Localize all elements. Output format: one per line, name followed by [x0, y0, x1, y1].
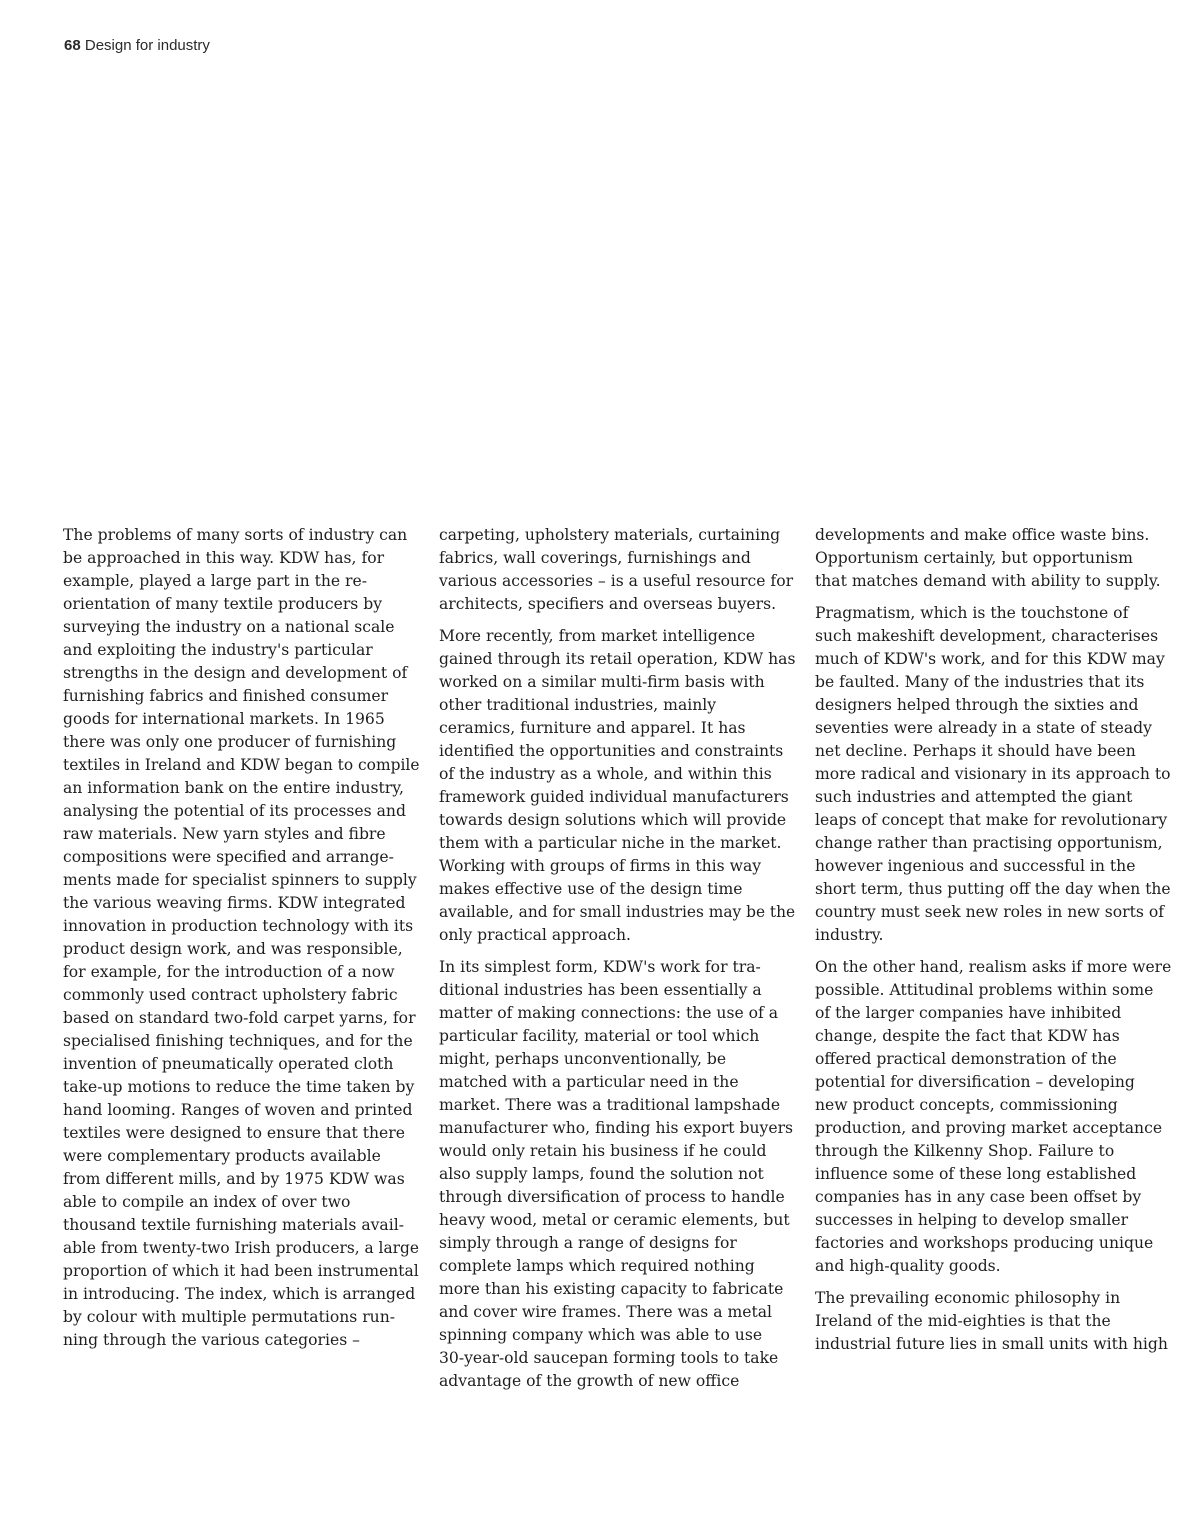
text-line: change, despite the fact that KDW has	[815, 1027, 1120, 1045]
text-line: analysing the potential of its processes and	[63, 802, 406, 820]
text-line: potential for diversification – developing	[815, 1073, 1135, 1091]
text-line: simply through a range of designs for	[439, 1234, 737, 1252]
text-line: Pragmatism, which is the touchstone of	[815, 604, 1129, 622]
text-line: might, perhaps unconventionally, be	[439, 1050, 727, 1068]
text-line: factories and workshops producing unique	[815, 1234, 1154, 1252]
text-line: however ingenious and successful in the	[815, 857, 1136, 875]
paragraph	[815, 956, 1171, 1278]
text-line: Ireland of the mid-eighties is that the	[815, 1312, 1111, 1330]
text-line: that matches demand with ability to supply.	[815, 572, 1161, 590]
text-line: orientation of many textile producers by	[63, 595, 383, 613]
text-line: the various weaving firms. KDW integrated	[63, 894, 406, 912]
text-line: towards design solutions which will provide	[439, 811, 787, 829]
paragraph	[439, 956, 795, 1393]
text-line: raw materials. New yarn styles and fibre	[63, 825, 386, 843]
paragraph	[439, 625, 795, 947]
text-line: advantage of the growth of new office	[439, 1372, 740, 1390]
text-line: available, and for small industries may be the	[439, 903, 796, 921]
paragraph	[815, 602, 1171, 947]
text-line: through the Kilkenny Shop. Failure to	[815, 1142, 1115, 1160]
text-line: through diversification of process to handle	[439, 1188, 785, 1206]
text-line: The prevailing economic philosophy in	[815, 1289, 1121, 1307]
text-line: ceramics, furniture and apparel. It has	[439, 719, 746, 737]
text-line: and exploiting the industry's particular	[63, 641, 373, 659]
text-line: gained through its retail operation, KDW has	[439, 650, 796, 668]
text-line: influence some of these long established	[815, 1165, 1137, 1183]
text-line: by colour with multiple permutations run-	[63, 1308, 396, 1326]
text-line: such industries and attempted the giant	[815, 788, 1133, 806]
text-line: goods for international markets. In 1965	[63, 710, 385, 728]
text-line: of the industry as a whole, and within this	[439, 765, 772, 783]
text-line: an information bank on the entire industry,	[63, 779, 404, 797]
text-column-2	[439, 524, 795, 1402]
text-line: 30-year-old saucepan forming tools to take	[439, 1349, 779, 1367]
paragraph	[63, 524, 419, 1352]
text-line: carpeting, upholstery materials, curtaining	[439, 526, 781, 544]
running-head	[64, 37, 210, 54]
paragraph	[815, 524, 1171, 593]
text-line: net decline. Perhaps it should have been	[815, 742, 1136, 760]
text-line: seventies were already in a state of steady	[815, 719, 1152, 737]
text-line: leaps of concept that make for revolutionary	[815, 811, 1168, 829]
text-line: heavy wood, metal or ceramic elements, but	[439, 1211, 790, 1229]
text-line: specialised finishing techniques, and for the	[63, 1032, 413, 1050]
text-line: companies has in any case been offset by	[815, 1188, 1142, 1206]
text-line: fabrics, wall coverings, furnishings and	[439, 549, 751, 567]
text-line: more radical and visionary in its approach to	[815, 765, 1171, 783]
text-line: manufacturer who, finding his export buyers	[439, 1119, 794, 1137]
text-line: and cover wire frames. There was a metal	[439, 1303, 773, 1321]
text-line: architects, specifiers and overseas buyers.	[439, 595, 777, 613]
text-line: be faulted. Many of the industries that its	[815, 673, 1145, 691]
text-line: matched with a particular need in the	[439, 1073, 739, 1091]
text-line: such makeshift development, characterises	[815, 627, 1159, 645]
text-line: commonly used contract upholstery fabric	[63, 986, 398, 1004]
text-line: only practical approach.	[439, 926, 632, 944]
text-line: compositions were specified and arrange-	[63, 848, 394, 866]
text-line: change rather than practising opportunism,	[815, 834, 1163, 852]
text-line: furnishing fabrics and finished consumer	[63, 687, 389, 705]
text-line: various accessories – is a useful resource for	[439, 572, 794, 590]
text-line: strengths in the design and development of	[63, 664, 408, 682]
text-line: possible. Attitudinal problems within some	[815, 981, 1154, 999]
text-line: in introducing. The index, which is arranged	[63, 1285, 416, 1303]
text-line: successes in helping to develop smaller	[815, 1211, 1129, 1229]
text-line: take-up motions to reduce the time taken by	[63, 1078, 415, 1096]
text-column-3	[815, 524, 1171, 1365]
text-line: much of KDW's work, and for this KDW may	[815, 650, 1165, 668]
text-line: matter of making connections: the use of a	[439, 1004, 779, 1022]
text-line: designers helped through the sixties and	[815, 696, 1139, 714]
text-line: for example, for the introduction of a now	[63, 963, 395, 981]
text-line: industry.	[815, 926, 884, 944]
text-line: developments and make office waste bins.	[815, 526, 1150, 544]
text-line: would only retain his business if he could	[439, 1142, 767, 1160]
text-line: complete lamps which required nothing	[439, 1257, 755, 1275]
text-line: Opportunism certainly, but opportunism	[815, 549, 1133, 567]
text-line: were complementary products available	[63, 1147, 381, 1165]
text-line: them with a particular niche in the market.	[439, 834, 782, 852]
text-line: based on standard two-fold carpet yarns, for	[63, 1009, 416, 1027]
text-line: new product concepts, commissioning	[815, 1096, 1118, 1114]
text-line: makes effective use of the design time	[439, 880, 743, 898]
paragraph	[815, 1287, 1171, 1356]
text-line: able to compile an index of over two	[63, 1193, 351, 1211]
text-line: able from twenty-two Irish producers, a large	[63, 1239, 419, 1257]
text-line: and high-quality goods.	[815, 1257, 1001, 1275]
text-line: In its simplest form, KDW's work for tra-	[439, 958, 761, 976]
text-line: More recently, from market intelligence	[439, 627, 756, 645]
section-title: Design for industry	[84, 37, 210, 54]
text-line: ments made for specialist spinners to supply	[63, 871, 417, 889]
text-line: worked on a similar multi-firm basis with	[439, 673, 765, 691]
text-line: more than his existing capacity to fabricate	[439, 1280, 784, 1298]
text-line: proportion of which it had been instrumental	[63, 1262, 419, 1280]
text-line: framework guided individual manufacturers	[439, 788, 789, 806]
text-line: spinning company which was able to use	[439, 1326, 763, 1344]
text-line: invention of pneumatically operated cloth	[63, 1055, 394, 1073]
text-line: other traditional industries, mainly	[439, 696, 717, 714]
text-line: also supply lamps, found the solution not	[439, 1165, 764, 1183]
text-line: textiles were designed to ensure that there	[63, 1124, 405, 1142]
text-line: short term, thus putting off the day when the	[815, 880, 1171, 898]
text-line: Working with groups of firms in this way	[439, 857, 762, 875]
text-line: market. There was a traditional lampshade	[439, 1096, 781, 1114]
text-line: particular facility, material or tool which	[439, 1027, 760, 1045]
text-line: innovation in production technology with its	[63, 917, 414, 935]
text-line: country must seek new roles in new sorts of	[815, 903, 1165, 921]
page-number: 68	[64, 37, 81, 54]
text-line: textiles in Ireland and KDW began to compile	[63, 756, 420, 774]
text-line: offered practical demonstration of the	[815, 1050, 1117, 1068]
text-line: thousand textile furnishing materials avail-	[63, 1216, 404, 1234]
text-line: ditional industries has been essentially a	[439, 981, 762, 999]
text-line: there was only one producer of furnishing	[63, 733, 397, 751]
text-line: from different mills, and by 1975 KDW was	[63, 1170, 405, 1188]
text-column-1	[63, 524, 419, 1361]
text-line: hand looming. Ranges of woven and printed	[63, 1101, 413, 1119]
text-line: example, played a large part in the re-	[63, 572, 368, 590]
text-line: ning through the various categories –	[63, 1331, 360, 1349]
text-line: On the other hand, realism asks if more were	[815, 958, 1172, 976]
text-line: be approached in this way. KDW has, for	[63, 549, 385, 567]
text-line: identified the opportunities and constraints	[439, 742, 784, 760]
text-line: The problems of many sorts of industry can	[63, 526, 408, 544]
text-line: of the larger companies have inhibited	[815, 1004, 1122, 1022]
text-line: production, and proving market acceptance	[815, 1119, 1163, 1137]
paragraph	[439, 524, 795, 616]
text-line: surveying the industry on a national scale	[63, 618, 395, 636]
text-line: product design work, and was responsible,	[63, 940, 403, 958]
text-line: industrial future lies in small units with high	[815, 1335, 1168, 1353]
